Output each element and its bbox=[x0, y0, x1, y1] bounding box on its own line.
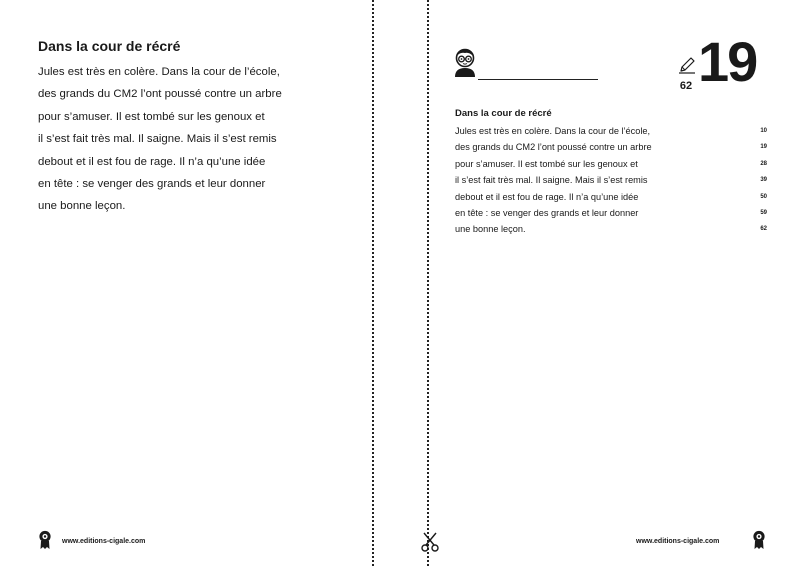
cut-line-right bbox=[427, 0, 429, 566]
left-text-line: des grands du CM2 l’ont poussé contre un arbre bbox=[38, 88, 282, 101]
scissors-icon bbox=[420, 531, 440, 553]
word-count: 59 bbox=[760, 209, 767, 216]
left-text-line: pour s’amuser. Il est tombé sur les genoux et bbox=[38, 110, 265, 123]
counted-line-text: debout et il est fou de rage. Il n’a qu’une idée bbox=[455, 191, 639, 202]
right-page bbox=[455, 108, 767, 238]
word-count: 39 bbox=[760, 177, 767, 184]
left-story-text bbox=[38, 61, 328, 218]
counted-line-text: il s’est fait très mal. Il saigne. Mais il s’est remis bbox=[455, 175, 648, 186]
cut-line-left bbox=[372, 0, 374, 566]
left-text-line: debout et il est fou de rage. Il n’a qu’une idée bbox=[38, 155, 266, 168]
counted-line-text: une bonne leçon. bbox=[455, 224, 526, 235]
counted-line bbox=[455, 189, 767, 205]
pencil-icon bbox=[678, 56, 696, 74]
name-line bbox=[478, 79, 598, 80]
left-text-line: une bonne leçon. bbox=[38, 200, 126, 213]
cigale-logo-icon bbox=[752, 530, 766, 550]
counted-line bbox=[455, 172, 767, 188]
left-story-title: Dans la cour de récré bbox=[38, 38, 181, 54]
word-count: 28 bbox=[760, 160, 767, 167]
total-word-count: 62 bbox=[679, 80, 693, 92]
cigale-logo-icon bbox=[38, 530, 52, 550]
left-page bbox=[38, 38, 328, 218]
counted-line bbox=[455, 123, 767, 139]
word-count: 62 bbox=[760, 226, 767, 233]
left-text-line: en tête : se venger des grands et leur donner bbox=[38, 177, 266, 190]
counted-line bbox=[455, 221, 767, 237]
counted-line bbox=[455, 156, 767, 172]
word-count: 10 bbox=[760, 128, 767, 134]
left-text-line: il s’est fait très mal. Il saigne. Mais il s’est remis bbox=[38, 133, 277, 146]
left-text-line: Jules est très en colère. Dans la cour de l’école, bbox=[38, 66, 280, 78]
counted-line-text: en tête : se venger des grands et leur donner bbox=[455, 207, 639, 218]
counted-line-text: Jules est très en colère. Dans la cour de l’école, bbox=[455, 126, 651, 136]
text-number: 19 bbox=[698, 30, 757, 93]
counted-line-text: des grands du CM2 l’ont poussé contre un arbre bbox=[455, 142, 652, 153]
left-footer-url[interactable]: www.editions-cigale.com bbox=[62, 538, 146, 545]
student-avatar-icon bbox=[452, 46, 478, 78]
counted-line-text: pour s’amuser. Il est tombé sur les genoux et bbox=[455, 158, 638, 169]
counted-line bbox=[455, 205, 767, 221]
word-count: 50 bbox=[760, 193, 767, 200]
right-story-title: Dans la cour de récré bbox=[455, 108, 552, 119]
right-footer-url[interactable]: www.editions-cigale.com bbox=[636, 538, 720, 545]
word-count: 19 bbox=[760, 144, 767, 151]
counted-line bbox=[455, 139, 767, 155]
